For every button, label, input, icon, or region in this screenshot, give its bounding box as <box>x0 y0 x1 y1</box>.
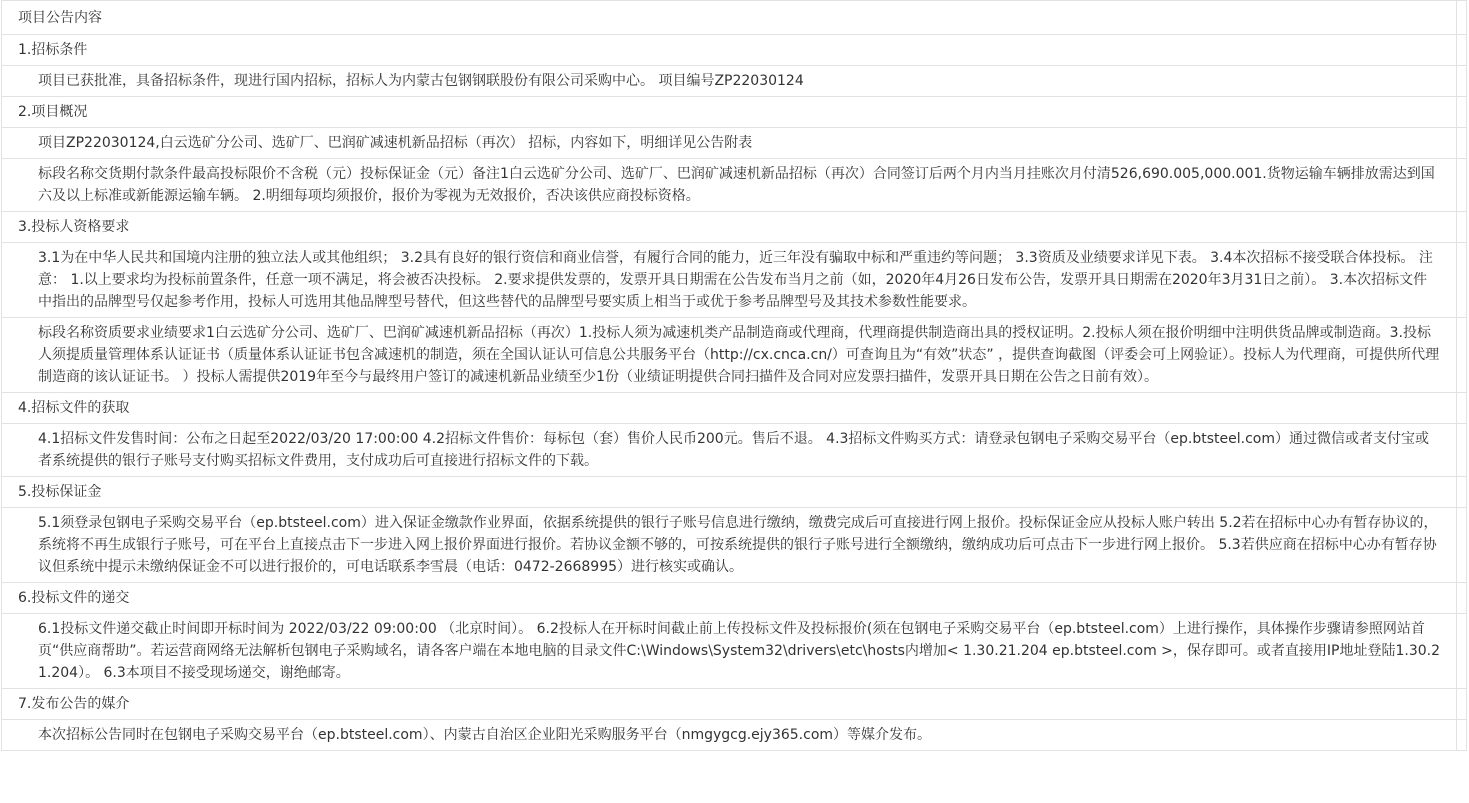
section-title-row <box>2 393 1467 424</box>
side-cell <box>1457 614 1467 689</box>
section-paragraph: 6.1投标文件递交截止时间即开标时间为 2022/03/22 09:00:00 （北京时间）。 6.2投标人在开标时间截止前上传投标文件及投标报价(须在包钢电子采购交易平台（ep.btsteel.com）上进行操作，具体操作步骤请参照网站首页“供应商帮助”。若运营商网络无法解析包钢电子采购域名，请各客户端在本地电脑的目录文件C:\Windows\System32\drivers\etc\hosts内增加< 1.30.21.204 ep.btsteel.com >，保存即可。或者直接用IP地址登陆1.30.21.204）。 6.3本项目不接受现场递交，谢绝邮寄。 <box>2 614 1457 689</box>
section-paragraph: 项目ZP22030124,白云选矿分公司、选矿厂、巴润矿减速机新品招标（再次） 招标，内容如下，明细详见公告附表 <box>2 128 1457 159</box>
section-title: 5.投标保证金 <box>2 477 1457 508</box>
section-paragraph: 项目已获批准，具备招标条件，现进行国内招标，招标人为内蒙古包钢钢联股份有限公司采购中心。 项目编号ZP22030124 <box>2 66 1457 97</box>
section-paragraph-row <box>2 66 1467 97</box>
section-paragraph: 5.1须登录包钢电子采购交易平台（ep.btsteel.com）进入保证金缴款作业界面，依据系统提供的银行子账号信息进行缴纳，缴费完成后可直接进行网上报价。投标保证金应从投标人账户转出 5.2若在招标中心办有暂存协议的，系统将不再生成银行子账号，可在平台上直接点击下一步进入网上报价界面进行报价。若协议金额不够的，可按系统提供的银行子账号进行全额缴纳，缴纳成功后可点击下一步进行网上报价。 5.3若供应商在招标中心办有暂存协议但系统中提示未缴纳保证金不可以进行报价的，可电话联系李雪晨（电话：0472-2668995）进行核实或确认。 <box>2 508 1457 583</box>
section-title-row <box>2 477 1467 508</box>
side-cell <box>1457 66 1467 97</box>
section-paragraph-row <box>2 614 1467 689</box>
section-paragraph-row <box>2 318 1467 393</box>
side-cell <box>1457 97 1467 128</box>
section-paragraph: 标段名称资质要求业绩要求1白云选矿分公司、选矿厂、巴润矿减速机新品招标（再次）1.投标人须为减速机类产品制造商或代理商，代理商提供制造商出具的授权证明。2.投标人须在报价明细中注明供货品牌或制造商。3.投标人须提质量管理体系认证证书（质量体系认证证书包含减速机的制造，须在全国认证认可信息公共服务平台（http://cx.cnca.cn/）可查询且为“有效”状态” ，提供查询截图（评委会可上网验证）。投标人为代理商，可提供所代理制造商的该认证证书。 ）投标人需提供2019年至今与最终用户签订的减速机新品业绩至少1份（业绩证明提供合同扫描件及合同对应发票扫描件，发票开具日期在公告之日前有效）。 <box>2 318 1457 393</box>
section-title-row <box>2 583 1467 614</box>
side-cell <box>1457 318 1467 393</box>
header-row <box>2 1 1467 35</box>
side-cell <box>1457 424 1467 477</box>
section-title-row <box>2 212 1467 243</box>
section-title-row <box>2 35 1467 66</box>
section-title: 2.项目概况 <box>2 97 1457 128</box>
section-paragraph: 4.1招标文件发售时间：公布之日起至2022/03/20 17:00:00 4.2招标文件售价：每标包（套）售价人民币200元。售后不退。 4.3招标文件购买方式：请登录包钢电子采购交易平台（ep.btsteel.com）通过微信或者支付宝或者系统提供的银行子账号支付购买招标文件费用，支付成功后可直接进行招标文件的下载。 <box>2 424 1457 477</box>
section-title: 4.招标文件的获取 <box>2 393 1457 424</box>
section-paragraph: 本次招标公告同时在包钢电子采购交易平台（ep.btsteel.com）、内蒙古自治区企业阳光采购服务平台（nmgygcg.ejy365.com）等媒介发布。 <box>2 720 1457 751</box>
section-title: 6.投标文件的递交 <box>2 583 1457 614</box>
section-paragraph-row <box>2 508 1467 583</box>
side-cell <box>1457 477 1467 508</box>
section-title-row <box>2 689 1467 720</box>
section-title: 7.发布公告的媒介 <box>2 689 1457 720</box>
side-cell <box>1457 720 1467 751</box>
side-cell <box>1457 159 1467 212</box>
section-paragraph: 标段名称交货期付款条件最高投标限价不含税（元）投标保证金（元）备注1白云选矿分公司、选矿厂、巴润矿减速机新品招标（再次）合同签订后两个月内当月挂账次月付清526,690.005,000.001.货物运输车辆排放需达到国六及以上标准或新能源运输车辆。 2.明细每项均须报价，报价为零视为无效报价，否决该供应商投标资格。 <box>2 159 1457 212</box>
side-cell <box>1457 35 1467 66</box>
section-paragraph-row <box>2 424 1467 477</box>
section-paragraph-row <box>2 128 1467 159</box>
section-title: 1.招标条件 <box>2 35 1457 66</box>
announcement-header: 项目公告内容 <box>2 1 1457 35</box>
section-title-row <box>2 97 1467 128</box>
section-paragraph: 3.1为在中华人民共和国境内注册的独立法人或其他组织； 3.2具有良好的银行资信和商业信誉，有履行合同的能力，近三年没有骗取中标和严重违约等问题； 3.3资质及业绩要求详见下表。 3.4本次招标不接受联合体投标。 注意： 1.以上要求均为投标前置条件，任意一项不满足，将会被否决投标。 2.要求提供发票的，发票开具日期需在公告发布当月之前（如，2020年4月26日发布公告，发票开具日期需在2020年3月31日之前）。 3.本次招标文件中指出的品牌型号仅起参考作用，投标人可选用其他品牌型号替代，但这些替代的品牌型号要实质上相当于或优于参考品牌型号及其技术参数性能要求。 <box>2 243 1457 318</box>
announcement-table <box>1 0 1467 751</box>
section-paragraph-row <box>2 243 1467 318</box>
side-cell <box>1457 689 1467 720</box>
section-paragraph-row <box>2 720 1467 751</box>
side-cell <box>1457 128 1467 159</box>
section-paragraph-row <box>2 159 1467 212</box>
side-cell <box>1457 393 1467 424</box>
side-cell <box>1457 508 1467 583</box>
side-cell <box>1457 1 1467 35</box>
side-cell <box>1457 212 1467 243</box>
section-title: 3.投标人资格要求 <box>2 212 1457 243</box>
side-cell <box>1457 243 1467 318</box>
side-cell <box>1457 583 1467 614</box>
